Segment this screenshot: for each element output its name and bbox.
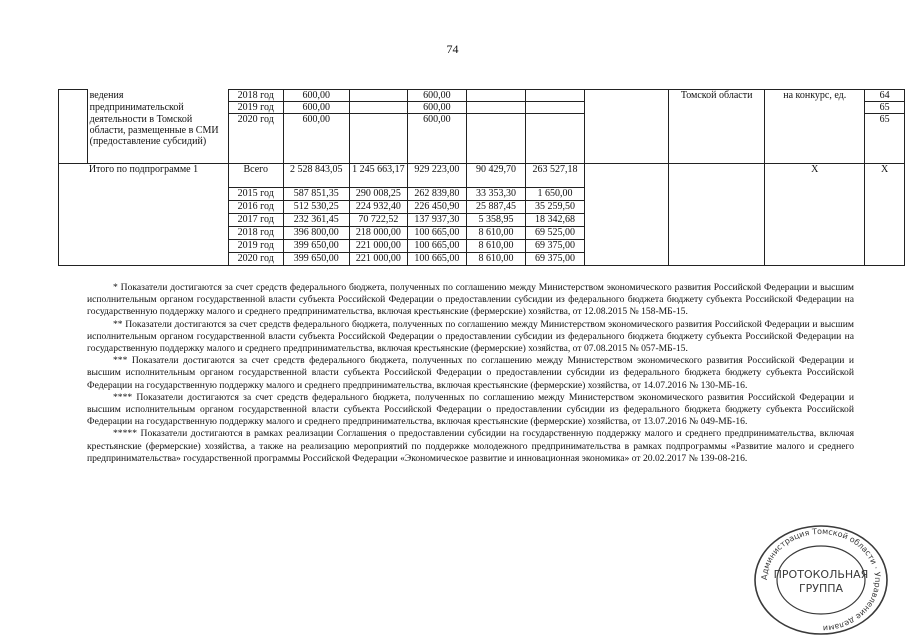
indicator-cell: на конкурс, ед.	[765, 90, 865, 164]
value-cell: 25 887,45	[467, 201, 526, 214]
footnote-1: * Показатели достигаются за счет средств федерального бюджета, полученных по соглашению между Министерством экономического развития Российской Федерации и высшим исполнительным органом государственной власти субъекта Российской Федерации о предоставлении субсидии из федерального бюджета бюджету субъекта Российской Федерации на государственную поддержку малого и среднего предпринимательства, включая крестьянские (фермерские) хозяйства, от 12.08.2015 № 158-МБ-15.	[87, 282, 854, 318]
value-cell: 600,00	[283, 102, 349, 114]
value-cell: 35 259,50	[525, 201, 585, 214]
value-cell	[350, 90, 408, 102]
stamp-ring-text: Администрация Томской области · Управление делами	[759, 526, 883, 634]
value-cell: 262 839,80	[407, 188, 467, 201]
executor-cell: Томской области	[669, 90, 765, 164]
value-cell	[350, 114, 408, 164]
year-cell: Всего	[228, 164, 283, 188]
value-cell: 221 000,00	[350, 240, 408, 253]
official-stamp	[747, 524, 895, 636]
year-cell: 2017 год	[228, 214, 283, 227]
value-cell: 290 008,25	[350, 188, 408, 201]
stamp-line-1: ПРОТОКОЛЬНАЯ	[773, 568, 869, 581]
value-cell: 69 375,00	[525, 253, 585, 266]
value-cell	[525, 90, 585, 102]
value-cell: 221 000,00	[350, 253, 408, 266]
value-cell: 929 223,00	[407, 164, 467, 188]
footnote-3: *** Показатели достигаются за счет средств федерального бюджета, полученных по соглашению между Министерством экономического развития Российской Федерации и высшим исполнительным органом государственной власти субъекта Российской Федерации о предоставлении субсидии из федерального бюджета бюджету субъекта Российской Федерации на государственную поддержку малого и среднего предпринимательства, включая крестьянские (фермерские) хозяйства, от 14.07.2016 № 130-МБ-16.	[87, 355, 854, 391]
description-cell: деятельности в Томской области, размещенные в СМИ (предоставление субсидий)	[87, 114, 228, 164]
description-cell: ведения	[87, 90, 228, 102]
year-cell: 2016 год	[228, 201, 283, 214]
value-cell	[467, 114, 526, 164]
value-cell: 399 650,00	[283, 240, 349, 253]
year-cell: 2018 год	[228, 90, 283, 102]
value-cell: 218 000,00	[350, 227, 408, 240]
value-cell: 90 429,70	[467, 164, 526, 188]
value-cell: 600,00	[407, 114, 467, 164]
value-cell: 100 665,00	[407, 253, 467, 266]
target-cell: X	[865, 164, 905, 266]
target-cell: 65	[865, 102, 905, 114]
year-cell: 2020 год	[228, 253, 283, 266]
value-cell: 5 358,95	[467, 214, 526, 227]
year-cell: 2018 год	[228, 227, 283, 240]
value-cell: 1 245 663,17	[350, 164, 408, 188]
value-cell: 137 937,30	[407, 214, 467, 227]
target-cell: 64	[865, 90, 905, 102]
value-cell: 600,00	[283, 90, 349, 102]
footnote-2: ** Показатели достигаются за счет средств федерального бюджета, полученных по соглашению между Министерством экономического развития Российской Федерации и высшим исполнительным органом государственной власти субъекта Российской Федерации о предоставлении субсидии из федерального бюджета бюджету субъекта Российской Федерации на государственную поддержку малого и среднего предпринимательства, включая крестьянские (фермерские) хозяйства, от 07.08.2015 № 057-МБ-15.	[87, 318, 854, 355]
value-cell: 600,00	[407, 102, 467, 114]
value-cell: 8 610,00	[467, 227, 526, 240]
value-cell: 600,00	[283, 114, 349, 164]
value-cell: 396 800,00	[283, 227, 349, 240]
value-cell	[467, 102, 526, 114]
value-cell: 1 650,00	[525, 188, 585, 201]
table-row	[59, 90, 905, 102]
page-number: 74	[446, 42, 459, 56]
indicator-cell: X	[765, 164, 865, 266]
value-cell: 232 361,45	[283, 214, 349, 227]
description-cell: предпринимательской	[87, 102, 228, 114]
value-cell: 69 375,00	[525, 240, 585, 253]
total-label-cell: Итого по подпрограмме 1	[59, 164, 229, 266]
value-cell	[467, 90, 526, 102]
year-cell: 2015 год	[228, 188, 283, 201]
value-cell: 69 525,00	[525, 227, 585, 240]
value-cell: 8 610,00	[467, 240, 526, 253]
value-cell: 2 528 843,05	[283, 164, 349, 188]
value-cell: 263 527,18	[525, 164, 585, 188]
value-cell	[525, 114, 585, 164]
budget-table	[58, 89, 905, 266]
year-cell: 2019 год	[228, 240, 283, 253]
footnotes	[87, 282, 854, 465]
blank-cell	[585, 90, 669, 164]
value-cell	[350, 102, 408, 114]
footnote-4: **** Показатели достигаются за счет средств федерального бюджета, полученных по соглашению между Министерством экономического развития Российской Федерации и высшим исполнительным органом государственной власти субъекта Российской Федерации о предоставлении субсидии из федерального бюджета бюджету субъекта Российской Федерации на государственную поддержку малого и среднего предпринимательства, включая крестьянские (фермерские) хозяйства, от 13.07.2016 № 049-МБ-16.	[87, 391, 854, 428]
blank-cell	[585, 164, 669, 266]
value-cell: 100 665,00	[407, 227, 467, 240]
value-cell: 587 851,35	[283, 188, 349, 201]
empty-num-cell	[59, 90, 88, 164]
value-cell	[525, 102, 585, 114]
year-cell: 2019 год	[228, 102, 283, 114]
stamp-line-2: ГРУППА	[798, 582, 844, 595]
value-cell: 224 932,40	[350, 201, 408, 214]
table-row	[59, 164, 905, 188]
value-cell: 8 610,00	[467, 253, 526, 266]
year-cell: 2020 год	[228, 114, 283, 164]
value-cell: 33 353,30	[467, 188, 526, 201]
value-cell: 70 722,52	[350, 214, 408, 227]
target-cell: 65	[865, 114, 905, 164]
value-cell: 512 530,25	[283, 201, 349, 214]
value-cell: 226 450,90	[407, 201, 467, 214]
value-cell: 100 665,00	[407, 240, 467, 253]
value-cell: 18 342,68	[525, 214, 585, 227]
executor-cell	[669, 164, 765, 266]
value-cell: 399 650,00	[283, 253, 349, 266]
value-cell: 600,00	[407, 90, 467, 102]
footnote-5: ***** Показатели достигаются в рамках реализации Соглашения о предоставлении субсидии на государственную поддержку малого и среднего предпринимательства, включая крестьянские (фермерские) хозяйства, а также на реализацию мероприятий по поддержке молодежного предпринимательства в рамках подпрограммы «Развитие малого и среднего предпринимательства» государственной программы Российской Федерации «Экономическое развитие и инновационная экономика» от 20.02.2017 № 139-08-216.	[87, 428, 854, 464]
